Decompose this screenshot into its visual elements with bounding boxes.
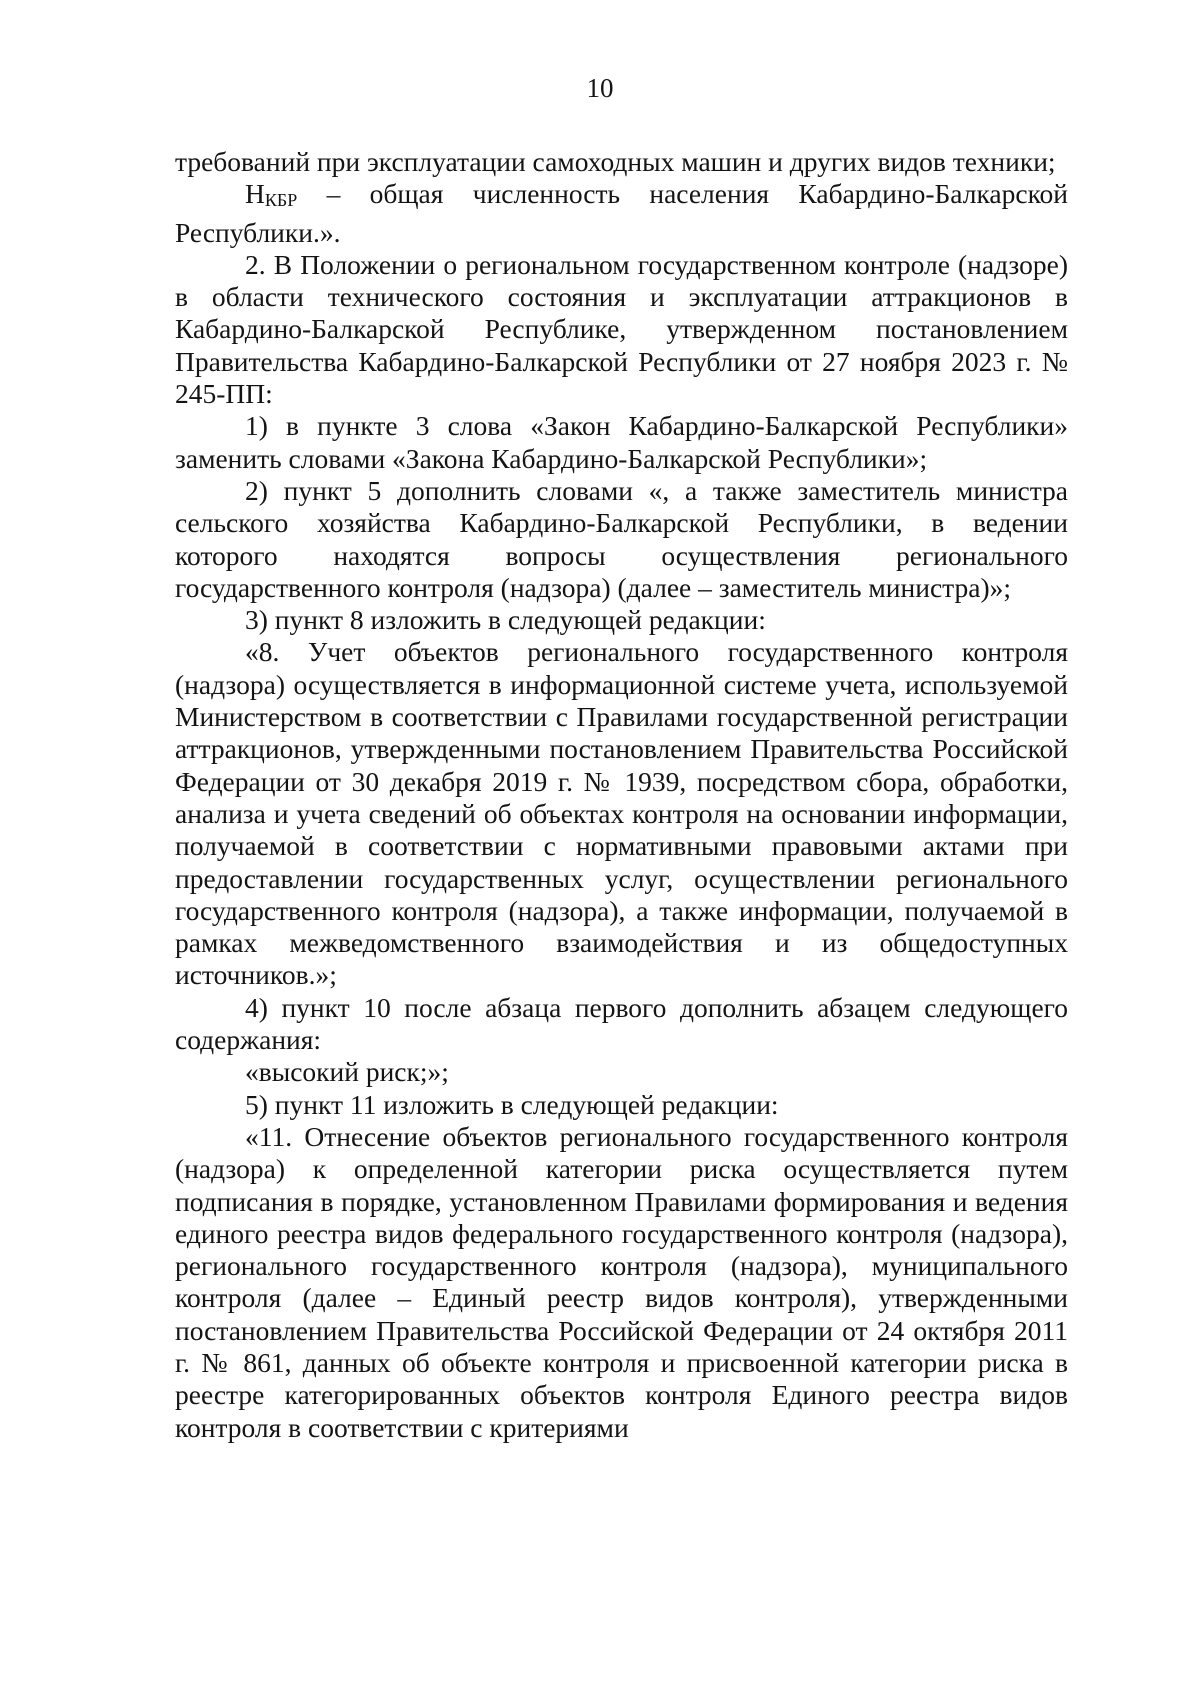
paragraph-subitem-3: 3) пункт 8 изложить в следующей редакции: [245,604,766,636]
paragraph-clause-11: «11. Отнесение объектов регионального государственного контроля (надзора) к определенной категории риска осуществляется путем подписания в порядке, установленном Правилами формирования и ведения единого реестра видов федерального государственного контроля (надзора), регионального государственного контроля (надзора), муниципального контроля (далее – Единый реестр видов контроля), утвержденными постановлением Правительства Российской Федерации от 24 октября 2011 г. № 861, данных об объекте контроля и присвоенной категории риска в реестре категорированных объектов контроля Единого реестра видов контроля в соответствии с критериями [175,1120,1068,1443]
paragraph-subitem-2: 2) пункт 5 дополнить словами «, а также заместитель министра сельского хозяйства Кабардино-Балкарской Республики, в ведении которого находятся вопросы осуществления регионального государственного контроля (надзора) (далее – заместитель министра)»; [175,474,1068,603]
paragraph-clause-8: «8. Учет объектов регионального государственного контроля (надзора) осуществляется в информационной системе учета, используемой Министерством в соответствии с Правилами государственной регистрации аттракционов, утвержденными постановлением Правительства Российской Федерации от 30 декабря 2019 г. № 1939, посредством сбора, обработки, анализа и учета сведений об объектах контроля на основании информации, получаемой в соответствии с нормативными правовыми актами при предоставлении государственных услуг, осуществлении регионального государственного контроля (надзора), а также информации, получаемой в рамках межведомственного взаимодействия и из общедоступных источников.»; [175,636,1068,991]
paragraph-subitem-5: 5) пункт 11 изложить в следующей редакции: [245,1088,779,1120]
page-number: 10 [586,73,614,103]
paragraph-definition-nkbr [175,178,1068,249]
paragraph-subitem-1: 1) в пункте 3 слова «Закон Кабардино-Балкарской Республики» заменить словами «Закона Кабардино-Балкарской Республики»; [175,410,1068,474]
paragraph-subitem-4: 4) пункт 10 после абзаца первого дополнить абзацем следующего содержания: [175,991,1068,1056]
paragraph-high-risk: «высокий риск;»; [245,1056,449,1088]
document-body [175,146,1068,1444]
symbol-subscript: КБР [264,190,298,211]
definition-text: – общая численность населения Кабардино-Балкарской Республики.». [175,178,1068,248]
symbol-n: Н [245,178,265,210]
paragraph-continuation: требований при эксплуатации самоходных машин и других видов техники; [175,146,1056,177]
paragraph-item-2: 2. В Положении о региональном государственном контроле (надзоре) в области технического состояния и эксплуатации аттракционов в Кабардино-Балкарской Республике, утвержденном постановлением Правительства Кабардино-Балкарской Республики от 27 ноября 2023 г. № 245-ПП: [175,248,1068,410]
